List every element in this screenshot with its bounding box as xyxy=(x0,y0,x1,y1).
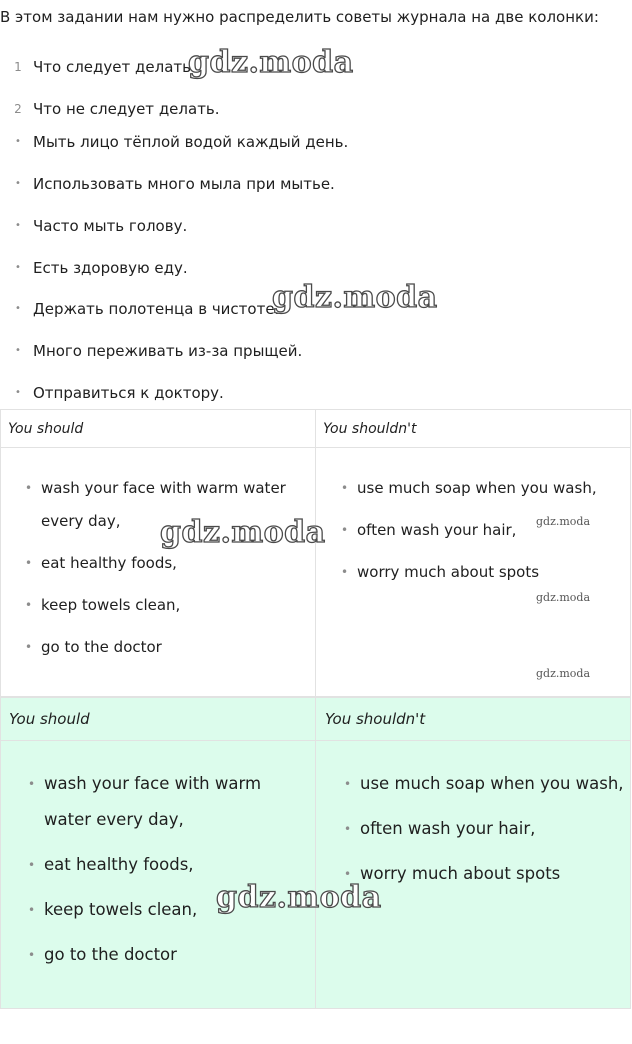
list-item: • use much soap when you wash, xyxy=(341,472,626,505)
list-item: • keep towels clean, xyxy=(25,589,310,622)
list-item: • often wash your hair, xyxy=(344,811,629,847)
list-item-text: Держать полотенца в чистоте. xyxy=(33,300,280,318)
list-item: • go to the doctor xyxy=(25,631,310,664)
list-item-text: Использовать много мыла при мытье. xyxy=(33,175,335,193)
watermark: gdz.moda xyxy=(160,515,326,550)
column-divider xyxy=(315,410,316,696)
header-you-should: You should xyxy=(8,421,84,437)
column-divider xyxy=(315,698,316,1008)
list-item xyxy=(0,297,632,321)
bullet-icon: • xyxy=(15,220,21,231)
list-marker-number: 1 xyxy=(14,60,22,74)
list-item xyxy=(0,130,632,154)
should-list xyxy=(25,472,310,673)
list-item: • eat healthy foods, xyxy=(25,547,310,580)
bullet-icon: • xyxy=(15,262,21,273)
bullet-icon: • xyxy=(15,303,21,314)
list-item: • eat healthy foods, xyxy=(28,847,293,883)
list-item-text: Что следует делать. xyxy=(33,58,196,76)
list-marker-number: 2 xyxy=(14,102,22,116)
list-item-text: Есть здоровую еду. xyxy=(33,259,188,277)
watermark: gdz.moda xyxy=(536,515,591,528)
watermark: gdz.moda xyxy=(188,45,354,80)
list-item-text: Много переживать из-за прыщей. xyxy=(33,342,303,360)
list-item-text: Что не следует делать. xyxy=(33,100,220,118)
bullet-icon: • xyxy=(15,178,21,189)
list-item-text: Часто мыть голову. xyxy=(33,217,188,235)
list-item: • keep towels clean, xyxy=(28,892,293,928)
list-item: • use much soap when you wash, xyxy=(344,766,629,802)
shouldnt-list xyxy=(341,472,626,598)
list-item xyxy=(0,172,632,196)
bullet-icon: • xyxy=(15,387,21,398)
watermark: gdz.moda xyxy=(216,880,382,915)
list-item-text: Мыть лицо тёплой водой каждый день. xyxy=(33,133,349,151)
watermark: gdz.moda xyxy=(272,280,438,315)
list-item: • worry much about spots xyxy=(344,856,629,892)
list-item xyxy=(0,339,632,363)
list-item xyxy=(0,381,632,405)
list-item-text: Отправиться к доктору. xyxy=(33,384,224,402)
bullet-icon: • xyxy=(15,345,21,356)
list-item: • wash your face with warm water every day, xyxy=(28,766,293,838)
list-item xyxy=(0,55,632,79)
header-divider xyxy=(1,740,630,741)
watermark: gdz.moda xyxy=(536,591,591,604)
intro-text: В этом задании нам нужно распределить советы журнала на две колонки: xyxy=(0,8,599,26)
advice-table-highlighted xyxy=(0,697,631,1009)
header-you-shouldnt: You shouldn't xyxy=(325,710,426,728)
list-item: • go to the doctor xyxy=(28,937,293,973)
shouldnt-list xyxy=(344,766,629,901)
list-item xyxy=(0,214,632,238)
list-item: • worry much about spots xyxy=(341,556,626,589)
should-list xyxy=(28,766,293,982)
list-item: • wash your face with warm water every day, xyxy=(25,472,310,538)
list-item xyxy=(0,256,632,280)
header-divider xyxy=(1,447,630,448)
advice-table xyxy=(0,409,631,697)
header-you-should: You should xyxy=(9,710,90,728)
bullet-icon: • xyxy=(15,136,21,147)
list-item xyxy=(0,97,632,121)
watermark: gdz.moda xyxy=(536,667,591,680)
header-you-shouldnt: You shouldn't xyxy=(323,421,417,437)
list-item: • often wash your hair, xyxy=(341,514,626,547)
